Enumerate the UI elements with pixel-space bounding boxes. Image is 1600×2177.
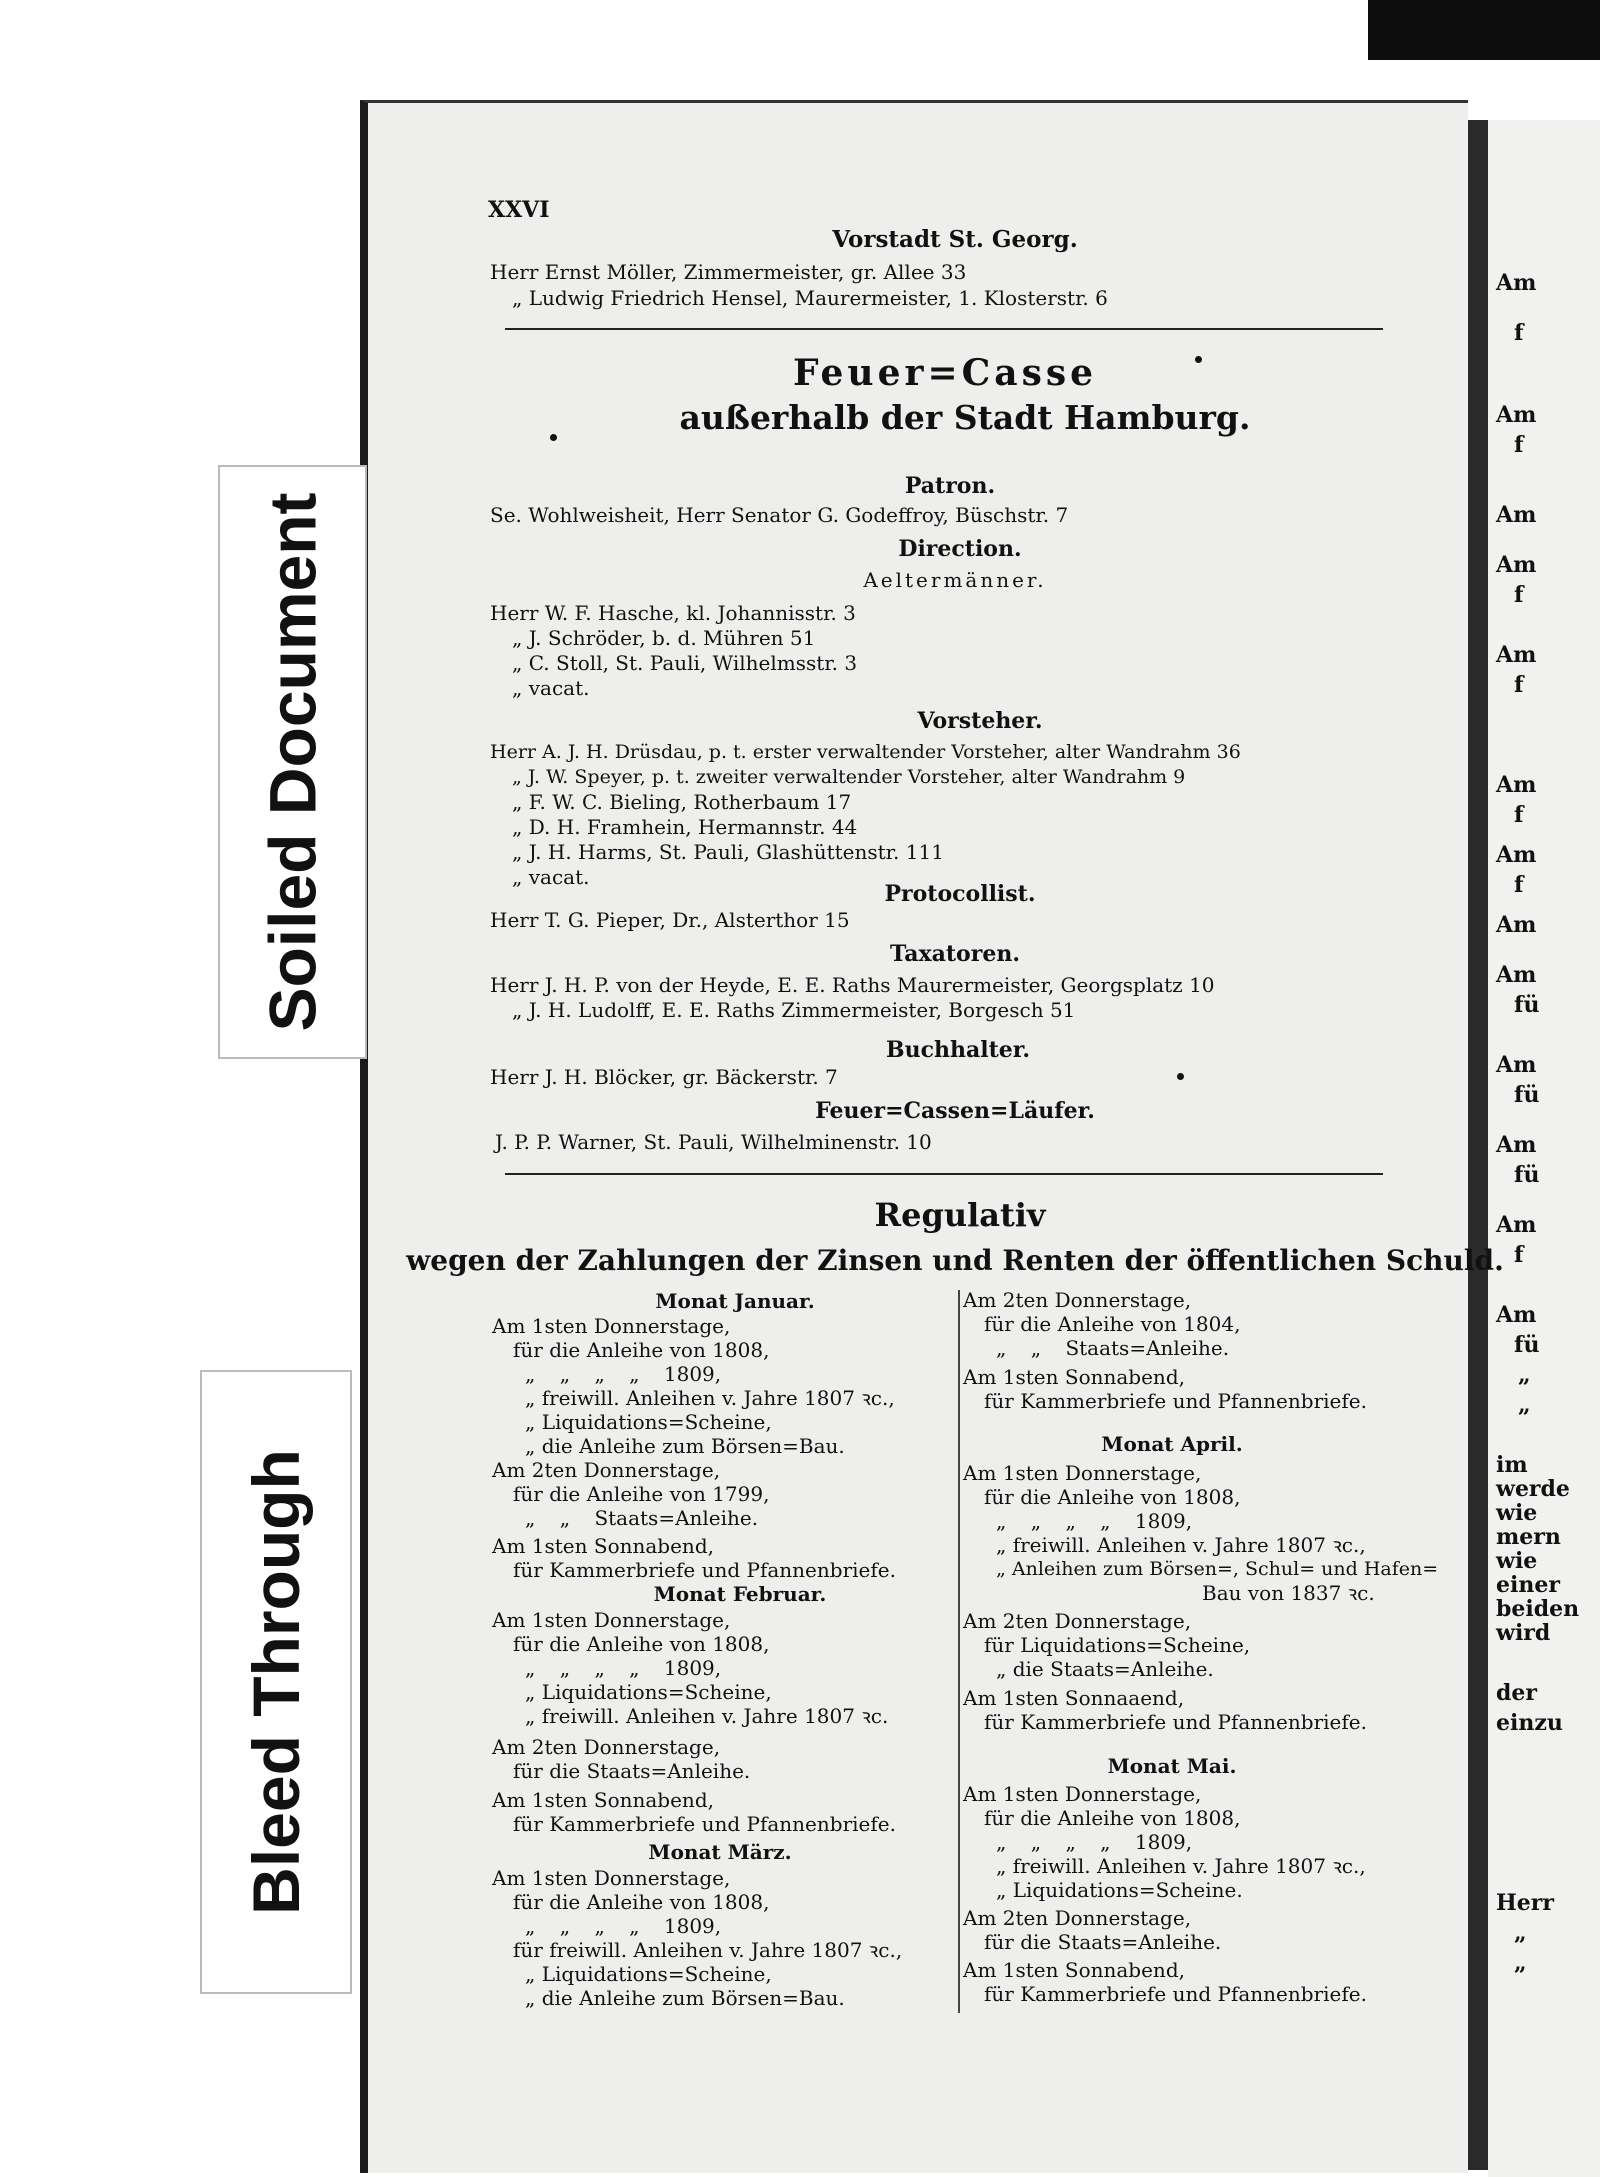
heading-buchhalter: Buchhalter. <box>886 1037 1030 1063</box>
entry-line: Herr T. G. Pieper, Dr., Alsterthor 15 <box>490 908 850 932</box>
regulativ-subtitle: wegen der Zahlungen der Zinsen und Renten der öffentlichen Schuld. <box>406 1244 1504 1277</box>
schedule-line: für die Staats=Anleihe. <box>984 1930 1222 1954</box>
entry-line: J. P. P. Warner, St. Pauli, Wilhelminenstr. 10 <box>495 1130 932 1154</box>
schedule-line: für die Anleihe von 1804, <box>984 1312 1241 1336</box>
heading-maerz: Monat März. <box>648 1840 792 1864</box>
fragment: f <box>1514 1242 1524 1268</box>
fragment: wird <box>1496 1620 1551 1646</box>
heading-direction: Direction. <box>898 536 1022 562</box>
main-title: Feuer=Casse <box>792 352 1098 394</box>
fragment: fü <box>1514 992 1540 1018</box>
heading-mai: Monat Mai. <box>1107 1754 1237 1778</box>
entry-line: Herr W. F. Hasche, kl. Johannisstr. 3 <box>490 601 856 625</box>
fragment: einzu <box>1496 1710 1563 1736</box>
fragment: einer <box>1496 1572 1560 1598</box>
schedule-line: für die Anleihe von 1808, <box>513 1632 770 1656</box>
schedule-line: für die Anleihe von 1808, <box>513 1338 770 1362</box>
entry-line: „ D. H. Framhein, Hermannstr. 44 <box>512 815 858 839</box>
schedule-line: Am 1sten Donnerstage, <box>963 1461 1202 1485</box>
heading-patron: Patron. <box>904 473 996 499</box>
schedule-line: für die Anleihe von 1808, <box>513 1890 770 1914</box>
fragment: wie <box>1496 1500 1538 1526</box>
entry-line: „ F. W. C. Bieling, Rotherbaum 17 <box>512 790 852 814</box>
ink-speck <box>1177 1073 1184 1080</box>
divider <box>505 328 1383 330</box>
entry-line: „ J. Schröder, b. d. Mühren 51 <box>512 626 816 650</box>
heading-januar: Monat Januar. <box>655 1289 815 1313</box>
schedule-line: Am 1sten Donnerstage, <box>492 1314 731 1338</box>
fragment: „ <box>1518 1362 1531 1388</box>
schedule-line: Am 2ten Donnerstage, <box>492 1735 721 1759</box>
fragment: Am <box>1496 772 1537 798</box>
entry-line: „ J. W. Speyer, p. t. zweiter verwaltender Vorsteher, alter Wandrahm 9 <box>512 766 1186 788</box>
schedule-line: „ „ „ „ 1809, <box>525 1914 722 1938</box>
ink-speck <box>550 434 557 441</box>
fragment: „ <box>1514 1950 1527 1976</box>
schedule-line: für die Anleihe von 1799, <box>513 1482 770 1506</box>
schedule-line: „ „ „ „ 1809, <box>525 1362 722 1386</box>
entry-line: Herr J. H. P. von der Heyde, E. E. Raths Maurermeister, Georgsplatz 10 <box>490 973 1215 997</box>
heading-februar: Monat Februar. <box>653 1582 827 1606</box>
scan-edge-dark <box>1368 0 1600 60</box>
soiled-document-label: Soiled Document <box>218 465 367 1059</box>
schedule-line: „ freiwill. Anleihen v. Jahre 1807 ꝛc., <box>996 1854 1366 1878</box>
subheading-aeltermaenner: Aeltermänner. <box>863 568 1047 592</box>
ink-speck <box>1195 356 1202 363</box>
fragment: der <box>1496 1680 1537 1706</box>
schedule-line: Am 2ten Donnerstage, <box>963 1906 1192 1930</box>
schedule-line: „ freiwill. Anleihen v. Jahre 1807 ꝛc., <box>525 1386 895 1410</box>
schedule-line: für die Anleihe von 1808, <box>984 1806 1241 1830</box>
schedule-line: für Kammerbriefe und Pfannenbriefe. <box>513 1558 896 1582</box>
fragment: beiden <box>1496 1596 1580 1622</box>
schedule-line: „ Liquidations=Scheine. <box>996 1878 1243 1902</box>
fragment: f <box>1514 802 1524 828</box>
heading-taxatoren: Taxatoren. <box>890 941 1020 967</box>
schedule-line: für freiwill. Anleihen v. Jahre 1807 ꝛc., <box>513 1938 903 1962</box>
schedule-line: für Liquidations=Scheine, <box>984 1633 1251 1657</box>
schedule-line: Am 1sten Sonnabend, <box>963 1365 1185 1389</box>
schedule-line: „ „ „ „ 1809, <box>996 1509 1193 1533</box>
entry-line: Herr A. J. H. Drüsdau, p. t. erster verwaltender Vorsteher, alter Wandrahm 36 <box>490 741 1241 763</box>
fragment: f <box>1514 432 1524 458</box>
regulativ-title: Regulativ <box>874 1196 1046 1234</box>
schedule-line: „ freiwill. Anleihen v. Jahre 1807 ꝛc. <box>525 1704 889 1728</box>
patron-line: Se. Wohlweisheit, Herr Senator G. Godeffroy, Büschstr. 7 <box>490 503 1069 527</box>
schedule-line: „ „ „ „ 1809, <box>996 1830 1193 1854</box>
schedule-line: „ „ Staats=Anleihe. <box>525 1506 759 1530</box>
entry-line: „ J. H. Harms, St. Pauli, Glashüttenstr. 111 <box>512 840 944 864</box>
heading-laeufer: Feuer=Cassen=Läufer. <box>815 1098 1095 1124</box>
section-heading-st-georg: Vorstadt St. Georg. <box>832 226 1078 253</box>
entry-line: Herr J. H. Blöcker, gr. Bäckerstr. 7 <box>490 1065 838 1089</box>
schedule-line: Am 1sten Sonnabend, <box>963 1958 1185 1982</box>
schedule-line: Am 1sten Donnerstage, <box>492 1866 731 1890</box>
bleed-through-label: Bleed Through <box>200 1370 352 1994</box>
schedule-line: „ freiwill. Anleihen v. Jahre 1807 ꝛc., <box>996 1533 1366 1557</box>
fragment: Am <box>1496 642 1537 668</box>
fragment: Am <box>1496 402 1537 428</box>
schedule-line: „ „ Staats=Anleihe. <box>996 1336 1230 1360</box>
schedule-line: Am 1sten Sonnaaend, <box>963 1686 1185 1710</box>
entry-line: „ C. Stoll, St. Pauli, Wilhelmsstr. 3 <box>512 651 858 675</box>
fragment: wie <box>1496 1548 1538 1574</box>
schedule-line: „ die Anleihe zum Börsen=Bau. <box>525 1986 845 2010</box>
fragment: Am <box>1496 1132 1537 1158</box>
schedule-line: Am 2ten Donnerstage, <box>963 1288 1192 1312</box>
schedule-line: „ Liquidations=Scheine, <box>525 1410 772 1434</box>
schedule-line: „ Liquidations=Scheine, <box>525 1962 772 1986</box>
heading-april: Monat April. <box>1101 1432 1243 1456</box>
main-subtitle: außerhalb der Stadt Hamburg. <box>679 398 1251 437</box>
fragment: Am <box>1496 552 1537 578</box>
schedule-line: Bau von 1837 ꝛc. <box>1202 1581 1375 1605</box>
schedule-line: für Kammerbriefe und Pfannenbriefe. <box>984 1982 1367 2006</box>
heading-vorsteher: Vorsteher. <box>917 708 1043 734</box>
fragment: fü <box>1514 1162 1540 1188</box>
fragment: im <box>1496 1452 1528 1478</box>
entry-line: „ vacat. <box>512 676 590 700</box>
schedule-line: Am 2ten Donnerstage, <box>963 1609 1192 1633</box>
fragment: Am <box>1496 1052 1537 1078</box>
schedule-line: „ „ „ „ 1809, <box>525 1656 722 1680</box>
next-page-fragment <box>1488 120 1600 2177</box>
schedule-line: Am 2ten Donnerstage, <box>492 1458 721 1482</box>
schedule-line: Am 1sten Donnerstage, <box>492 1608 731 1632</box>
schedule-line: Am 1sten Donnerstage, <box>963 1782 1202 1806</box>
schedule-line: „ Liquidations=Scheine, <box>525 1680 772 1704</box>
schedule-line: für Kammerbriefe und Pfannenbriefe. <box>984 1710 1367 1734</box>
fragment: Am <box>1496 270 1537 296</box>
fragment: „ <box>1518 1392 1531 1418</box>
fragment: Am <box>1496 912 1537 938</box>
fragment: mern <box>1496 1524 1561 1550</box>
entry-line: „ vacat. <box>512 865 590 889</box>
column-divider <box>958 1290 960 2013</box>
entry-line: „ Ludwig Friedrich Hensel, Maurermeister, 1. Klosterstr. 6 <box>512 286 1108 310</box>
divider <box>505 1173 1383 1175</box>
fragment: f <box>1514 672 1524 698</box>
schedule-line: „ die Staats=Anleihe. <box>996 1657 1214 1681</box>
page-number: XXVI <box>488 197 550 223</box>
fragment: Am <box>1496 962 1537 988</box>
fragment: Am <box>1496 502 1537 528</box>
schedule-line: Am 1sten Sonnabend, <box>492 1788 714 1812</box>
fragment: fü <box>1514 1082 1540 1108</box>
fragment: „ <box>1514 1920 1527 1946</box>
fragment: Am <box>1496 1302 1537 1328</box>
fragment: f <box>1514 582 1524 608</box>
schedule-line: „ Anleihen zum Börsen=, Schul= und Hafen= <box>996 1558 1439 1580</box>
fragment: Am <box>1496 1212 1537 1238</box>
fragment: fü <box>1514 1332 1540 1358</box>
schedule-line: „ die Anleihe zum Börsen=Bau. <box>525 1434 845 1458</box>
entry-line: Herr Ernst Möller, Zimmermeister, gr. Allee 33 <box>490 260 967 284</box>
entry-line: „ J. H. Ludolff, E. E. Raths Zimmermeister, Borgesch 51 <box>512 998 1076 1022</box>
fragment: Am <box>1496 842 1537 868</box>
heading-protocollist: Protocollist. <box>884 881 1036 907</box>
fragment: f <box>1514 320 1524 346</box>
fragment: Herr <box>1496 1890 1554 1916</box>
fragment: werde <box>1496 1476 1570 1502</box>
fragment: f <box>1514 872 1524 898</box>
schedule-line: für Kammerbriefe und Pfannenbriefe. <box>513 1812 896 1836</box>
schedule-line: für die Anleihe von 1808, <box>984 1485 1241 1509</box>
schedule-line: Am 1sten Sonnabend, <box>492 1534 714 1558</box>
schedule-line: für Kammerbriefe und Pfannenbriefe. <box>984 1389 1367 1413</box>
schedule-line: für die Staats=Anleihe. <box>513 1759 751 1783</box>
